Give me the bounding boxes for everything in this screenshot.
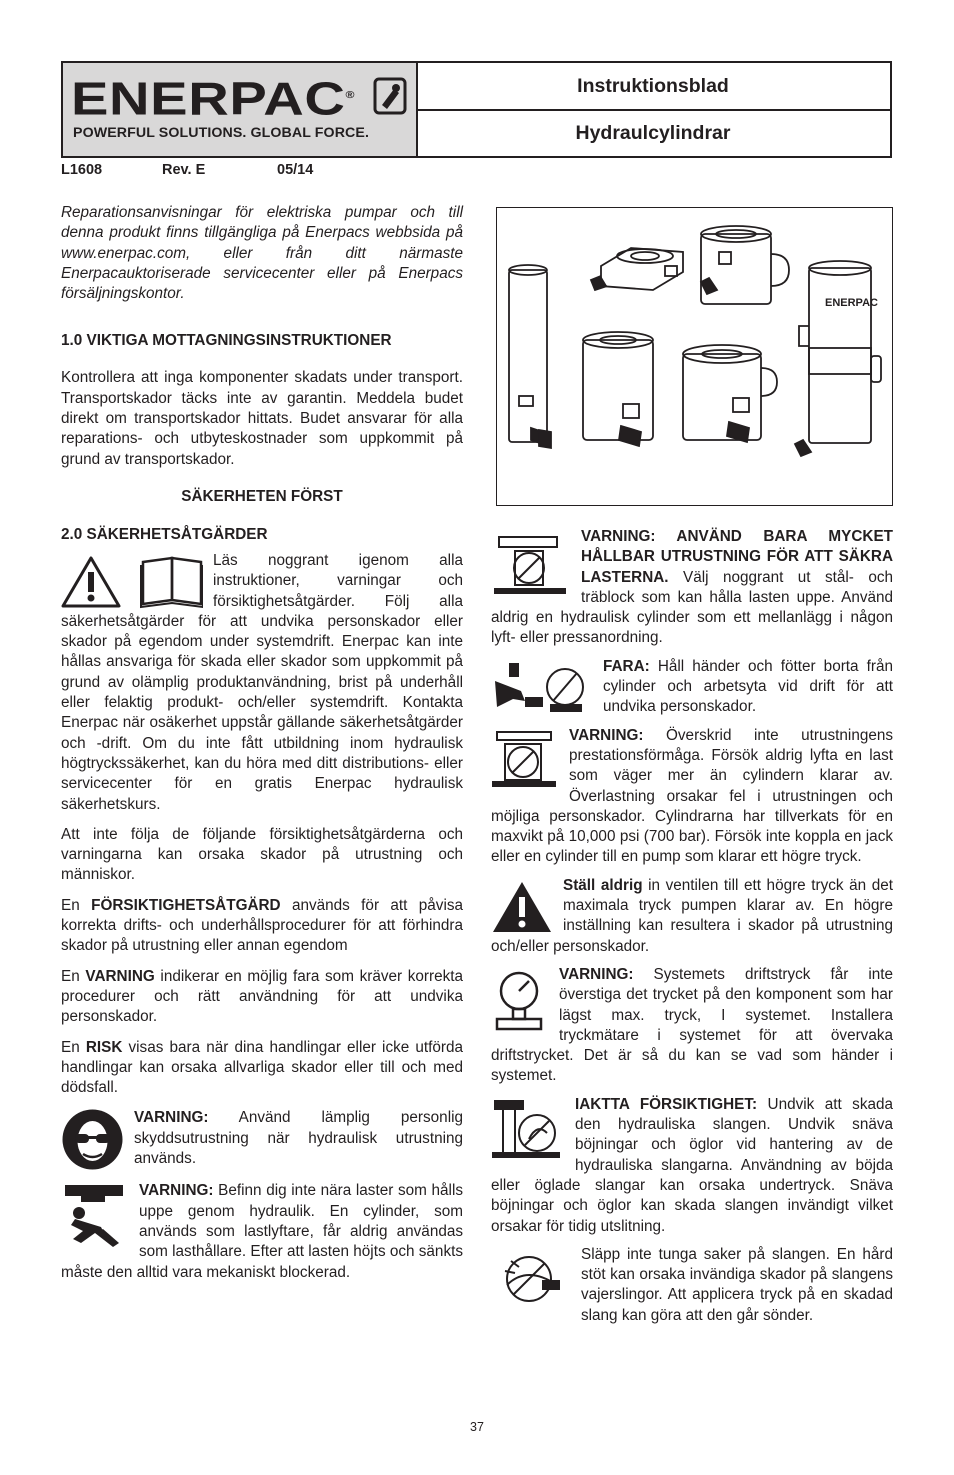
warning-term: IAKTTA FÖRSIKTIGHET: — [575, 1095, 758, 1113]
danger-triangle-icon — [491, 880, 555, 934]
warning-triangle-icon — [61, 554, 203, 610]
safety-first-heading: SÄKERHETEN FÖRST — [181, 487, 343, 505]
warning-definition: En VARNING indikerar en möjlig fara som kräver korrekta procedurer och rätt användning för att undvika personskador. — [61, 967, 463, 1026]
right-column — [491, 527, 893, 1334]
overload-icon — [491, 730, 561, 788]
warning-body: Systemets driftstryck får inte överstiga det trycket på den komponent som har lägst max. tryck, I systemet. Installera tryckmätare i systemet för att övervaka driftstrycket. Det är så du kan se vad som händer i systemet. — [491, 965, 893, 1085]
section-1-heading: 1.0 VIKTIGA MOTTAGNINGSINSTRUKTIONER — [61, 332, 392, 350]
read-manual-text: Läs noggrant igenom alla instruktioner, varningar och försiktighetsåtgärder. Följ alla säkerhetsåtgärder för att undvika personskador eller skador på egendom under systemdrift. Enerpac kan inte hållas ansvariga för skada eller skador som uppkommit på grund av olämplig produktanvändning, brist på underhåll eller felaktig produkt- och/eller systemdrift. Kontakta Enerpac när osäkerhet uppstår gällande säkerhetsåtgärder och -drift. Om du inte fått utbildning inom hydraulisk högtryckssäkerhet, kan du höra med ditt distributions- eller servicecenter för en gratis Enerpac hydraulisk säkerhetskurs. — [61, 551, 463, 813]
doc-date: 05/14 — [277, 162, 314, 178]
warning-body: in ventilen till ett högre tryck än det maximala tryck pumpen klarar av. En högre inställning kan resultera i skador på utrustning och/eller personskador. — [491, 876, 893, 955]
warning-body: Överskrid inte utrustningens prestationsförmåga. Försök aldrig lyfta en last som väger mer än cylindern klarar av. Överlastning orsakar fel i utrustningen och möjliga personskador. Cylindrarna har tillverkats för en maxvikt på 10,000 psi (700 bar). Försök inte koppla en jack eller en cylinder till en pump som klarar ett högre tryck. — [491, 726, 893, 866]
registered-mark: ® — [345, 90, 356, 101]
section-1-body: Kontrollera att inga komponenter skadats under transport. Transportskador täcks inte av garantin. Meddela budet direkt om transportskador hittats. Budet ansvarar för alla reparations- och utbyteskostnader som uppkommit på grund av transportskador. — [61, 369, 463, 468]
warning-term: VARNING: ANVÄND BARA MYCKET HÅLLBAR UTRUSTNING FÖR ATT SÄKRA LASTERNA. — [581, 528, 893, 586]
hand-crush-icon — [491, 661, 595, 713]
warning-term: Ställ aldrig — [563, 876, 643, 894]
tagline: POWERFUL SOLUTIONS. GLOBAL FORCE. — [73, 125, 369, 141]
hose-bend-icon — [491, 1099, 567, 1159]
warning-item — [491, 876, 893, 957]
falling-load-icon — [61, 1183, 125, 1253]
enerpac-mark-icon — [373, 77, 407, 115]
ppe-warning: VARNING: Använd lämplig personlig skyddsutrustning när hydraulisk utrustning används. — [61, 1108, 463, 1171]
read-manual-block — [61, 551, 463, 815]
doc-code: L1608 — [61, 162, 103, 178]
product-image — [496, 207, 893, 506]
warning-item — [491, 965, 893, 1087]
failure-warning: Att inte följa de följande försiktighetsåtgärderna och varningarna kan orsaka skador på utrustning och människor. — [61, 825, 463, 884]
load-warning: VARNING: Befinn dig inte nära laster som hålls uppe genom hydraulik. En cylinder, som används som lastlyftare, får aldrig användas som lasthållare. Efter att lasten höjts och sänkts måste den alltid vara mekaniskt blockerad. — [61, 1182, 463, 1281]
risk-definition: En RISK visas bara när dina handlingar eller icke utförda handlingar kan orsaka allvarliga skador eller till och med dödsfall. — [61, 1038, 464, 1097]
warning-term: VARNING: — [559, 965, 634, 983]
brand-logo: ENERPAC® — [71, 72, 356, 125]
warning-item — [491, 1245, 893, 1326]
warning-body: Undvik att skada den hydrauliska slangen. Undvik snäva böjningar och öglor vid hantering av de hydrauliska slangarna. Användning av böjda eller öglade slangar kan orsaka undertryck. Snäva böjningar och öglor kan skada slangen invändigt vilket orsakar för tidig utslitning. — [491, 1095, 893, 1235]
section-2-heading: 2.0 SÄKERHETSÅTGÄRDER — [61, 525, 268, 543]
hose-impact-icon — [491, 1249, 573, 1309]
gauge-icon — [491, 969, 551, 1035]
warning-item — [491, 657, 893, 718]
page-number: 37 — [470, 1420, 484, 1434]
warning-body: Välj noggrant ut stål- och träblock som kan hålla lasten uppe. Använd aldrig en hydraulisk cylinder som ett mellanlägg i någon lyft- eller pressanordning. — [491, 568, 893, 647]
safety-icons — [61, 554, 203, 610]
product-label: ENERPAC — [825, 297, 878, 309]
product-title: Hydraulcylindrar — [575, 122, 731, 144]
doc-revision: Rev. E — [162, 162, 206, 178]
warning-term: VARNING: — [569, 726, 644, 744]
warning-item — [491, 726, 893, 868]
ppe-icon — [61, 1108, 124, 1171]
warning-body: Släpp inte tunga saker på slangen. En hård stöt kan orsaka invändiga skador på slangens vajerslingor. Att applicera tryck på en skadad slang kan göra att den går sönder. — [581, 1245, 893, 1324]
warning-text — [491, 965, 893, 1087]
warning-term: FARA: — [603, 657, 650, 675]
caution-definition: En FÖRSIKTIGHETSÅTGÄRD används för att påvisa korrekta drifts- och underhållsprocedurer för att förhindra skador på utrustning eller annan egendom — [61, 896, 463, 955]
warning-item — [491, 527, 893, 649]
intro-paragraph: Reparationsanvisningar för elektriska pumpar och till denna produkt finns tillgängliga på Enerpacs webbsida på www.enerpac.com, eller från ditt närmaste Enerpacauktoriserade servicecenter eller på Enerpacs försäljningskontor. — [61, 204, 463, 303]
warning-body: Håll händer och fötter borta från cylinder och arbetsyta vid drift för att undvika personskador. — [603, 657, 893, 716]
warning-item — [491, 1095, 893, 1237]
doc-type-title: Instruktionsblad — [416, 63, 890, 111]
left-column — [61, 203, 463, 1283]
logo-box — [63, 63, 418, 156]
blocking-icon — [491, 531, 573, 599]
cylinders-illustration — [497, 208, 891, 504]
header — [61, 61, 892, 158]
